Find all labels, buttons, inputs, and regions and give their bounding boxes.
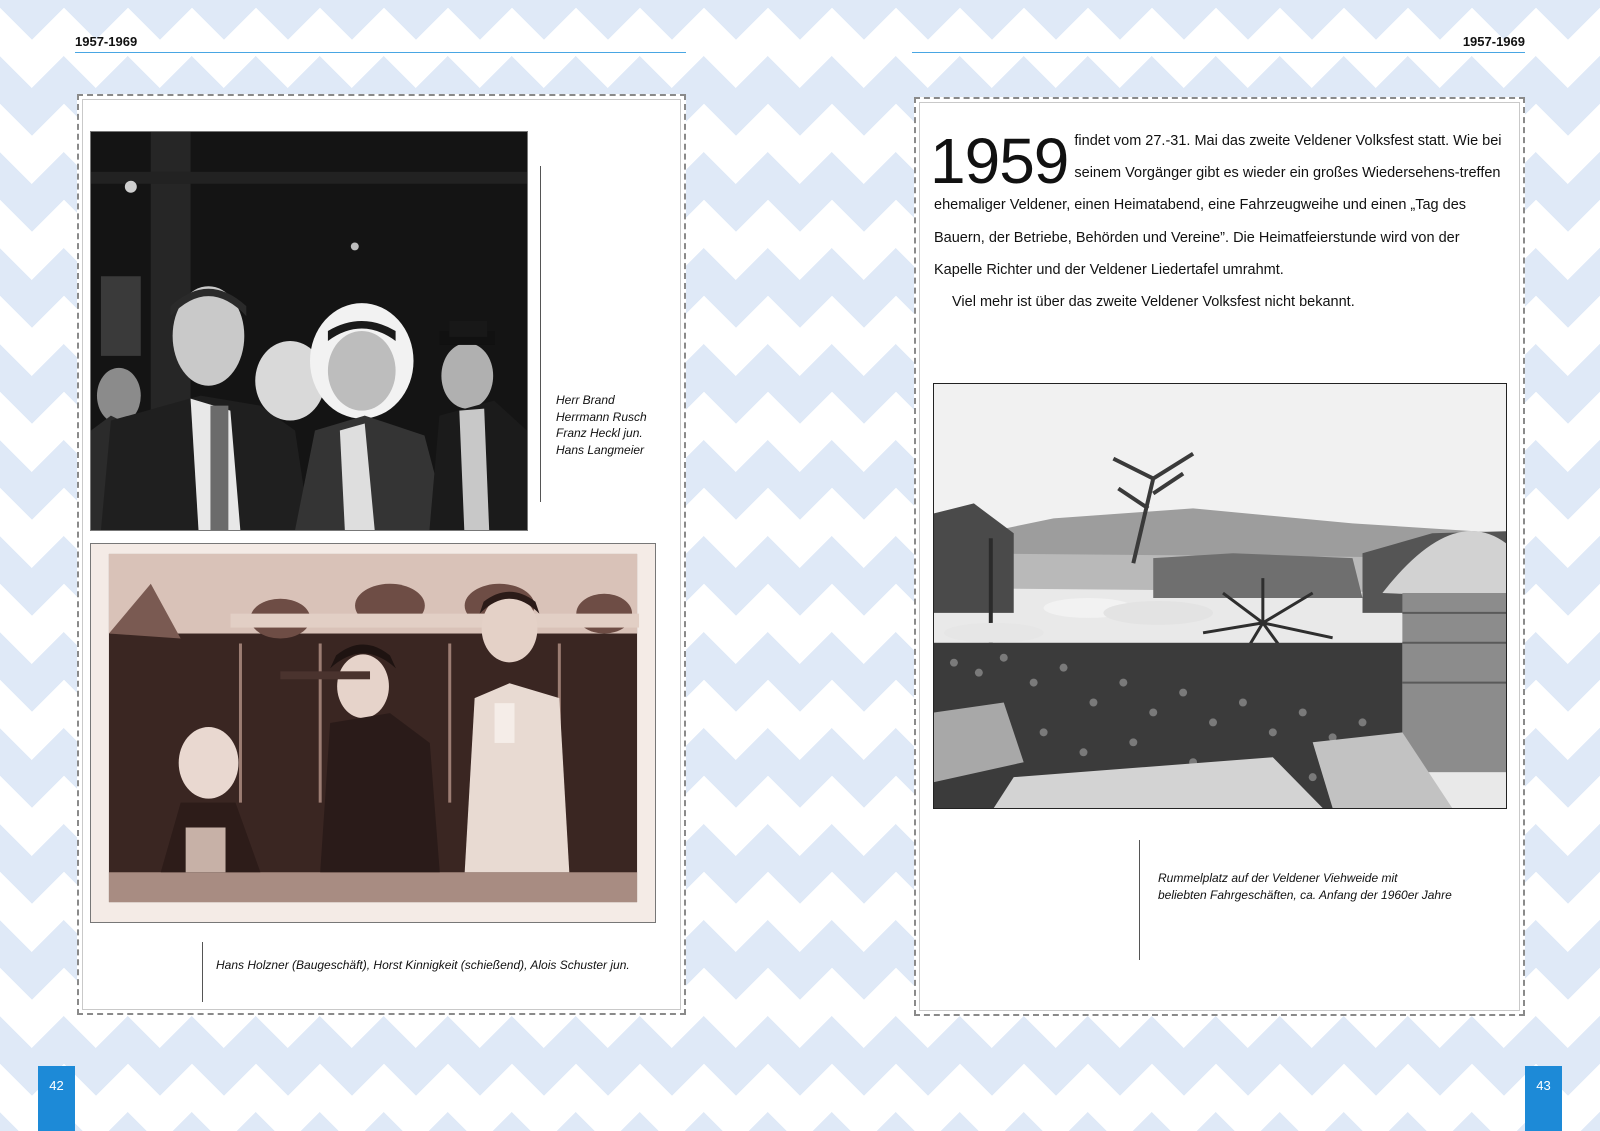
photo-shooting-gallery [90, 543, 656, 923]
left-page-header: 1957-1969 [75, 34, 686, 53]
caption-line: Franz Heckl jun. [556, 426, 643, 440]
caption-line: Rummelplatz auf der Veldener Viehweide mit [1158, 871, 1398, 885]
year-dropcap: 1959 [930, 125, 1069, 197]
article-paragraph: Viel mehr ist über das zweite Veldener Volksfest nicht bekannt. [952, 294, 1355, 311]
caption-line: Herr Brand [556, 393, 615, 407]
photo-2-caption: Hans Holzner (Baugeschäft), Horst Kinnigkeit (schießend), Alois Schuster jun. [216, 958, 630, 972]
photo-1-caption-rule [540, 166, 541, 502]
caption-line: Herrmann Rusch [556, 409, 647, 424]
photo-1-caption [556, 392, 676, 458]
article-text [930, 125, 1504, 318]
photo-3-caption-rule [1139, 840, 1140, 960]
left-page-number: 42 [38, 1066, 75, 1131]
photo-2-caption-rule [202, 942, 203, 1002]
photo-fairground [933, 383, 1507, 809]
right-page-header: 1957-1969 [912, 34, 1525, 53]
article-paragraph: findet vom 27.-31. Mai das zweite Veldener Volksfest statt. Wie bei seinem Vorgänger gibt es wieder ein großes Wiedersehens-treffen ehemaliger Veldener, einen Heimatabend, eine Fahrzeugweihe und einen „Tag des Bauern, der Betriebe, Behörden und Vereine”. Die Heimatfeierstunde wird von der Kapelle Richter und der Veldener Liedertafel umrahmt. [934, 133, 1502, 278]
photo-3-caption [1158, 870, 1498, 903]
photo-four-men [90, 131, 528, 531]
caption-line: beliebten Fahrgeschäften, ca. Anfang der 1960er Jahre [1158, 887, 1452, 902]
right-page-number: 43 [1525, 1066, 1562, 1131]
caption-line: Hans Langmeier [556, 442, 645, 457]
